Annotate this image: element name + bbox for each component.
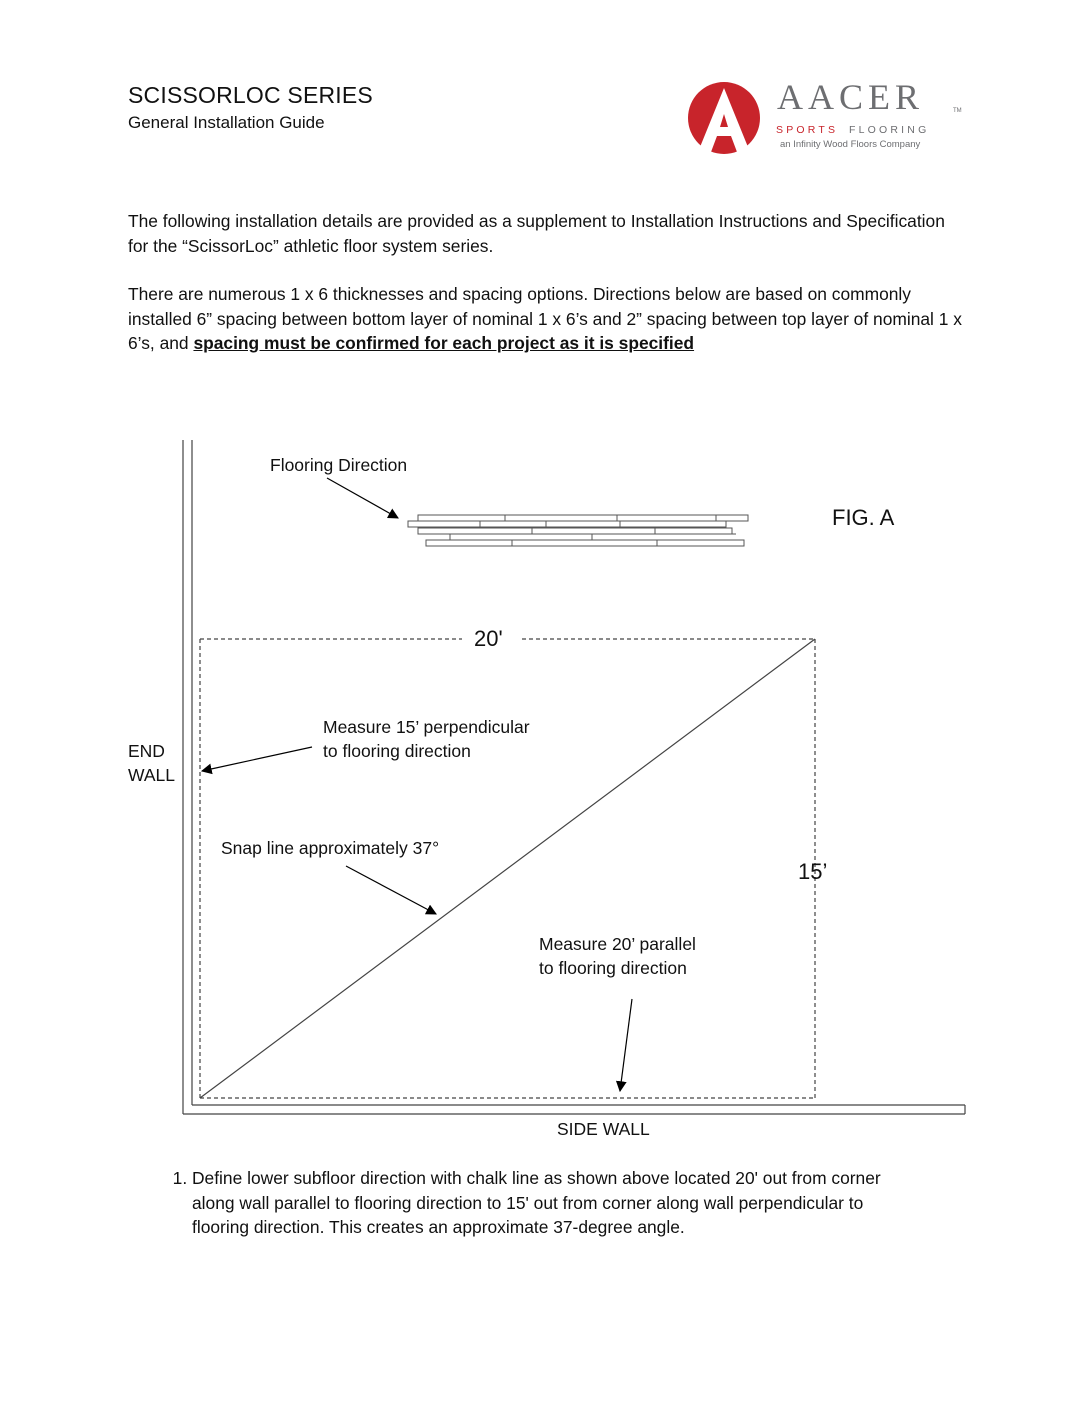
side-wall: [183, 1105, 965, 1114]
measure-parallel-line1: Measure 20’ parallel: [539, 934, 696, 954]
side-dimension-label: 15’: [798, 859, 828, 884]
instruction-steps: [160, 1166, 920, 1240]
measure-perpendicular-line2: to flooring direction: [323, 741, 471, 761]
intro-paragraph-1: The following installation details are provided as a supplement to Installation Instructions and Specification for the “ScissorLoc” athletic floor system series.: [128, 211, 945, 256]
snap-diagonal-line: [200, 639, 815, 1098]
document-title: SCISSORLOC SERIES: [128, 82, 373, 108]
document-subtitle: General Installation Guide: [128, 113, 325, 132]
measure-parallel-label: [539, 932, 696, 980]
snap-line-arrow: [346, 866, 436, 914]
end-wall: [183, 440, 192, 1114]
flooring-boards-icon: [408, 515, 748, 546]
end-wall-label: [128, 739, 175, 787]
step-1: 1. Define lower subfloor direction with chalk line as shown above located 20' out from corner along wall parallel to flooring direction to 15' out from corner along wall perpendicular to flooring direction. This creates an approximate 37-degree angle.: [192, 1166, 920, 1240]
flooring-direction-label: Flooring Direction: [270, 455, 408, 475]
figure-label: FIG. A: [832, 505, 895, 530]
steps-list: [160, 1166, 920, 1240]
intro-paragraph-2-emphasis: spacing must be confirmed for each project as it is specified: [193, 333, 695, 353]
logo-wordmark: AACER: [777, 77, 925, 117]
end-wall-line2: WALL: [128, 765, 176, 785]
end-wall-arrow: [202, 747, 312, 771]
measure-perpendicular-line1: Measure 15’ perpendicular: [323, 717, 530, 737]
logo-flooring: FLOORING: [849, 124, 930, 136]
side-wall-label: SIDE WALL: [557, 1119, 650, 1139]
logo-sports: SPORTS: [776, 124, 839, 136]
top-dimension-label: 20': [474, 626, 503, 651]
intro-paragraph-2-text: There are numerous 1 x 6 thicknesses and spacing options. Directions below are based on commonly installed 6” spacing between bottom layer of nominal 1 x 6’s and 2” spacing between top layer of nominal 1 x 6’s, and: [128, 284, 962, 353]
end-wall-line1: END: [128, 741, 165, 761]
snap-line-label: Snap line approximately 37°: [221, 838, 440, 858]
measure-perpendicular-label: [323, 715, 530, 763]
logo-trademark: TM: [953, 108, 962, 114]
measure-parallel-line2: to flooring direction: [539, 958, 687, 978]
side-wall-arrow: [620, 999, 632, 1091]
flooring-direction-arrow: [327, 478, 398, 518]
logo-tagline: an Infinity Wood Floors Company: [780, 139, 921, 150]
